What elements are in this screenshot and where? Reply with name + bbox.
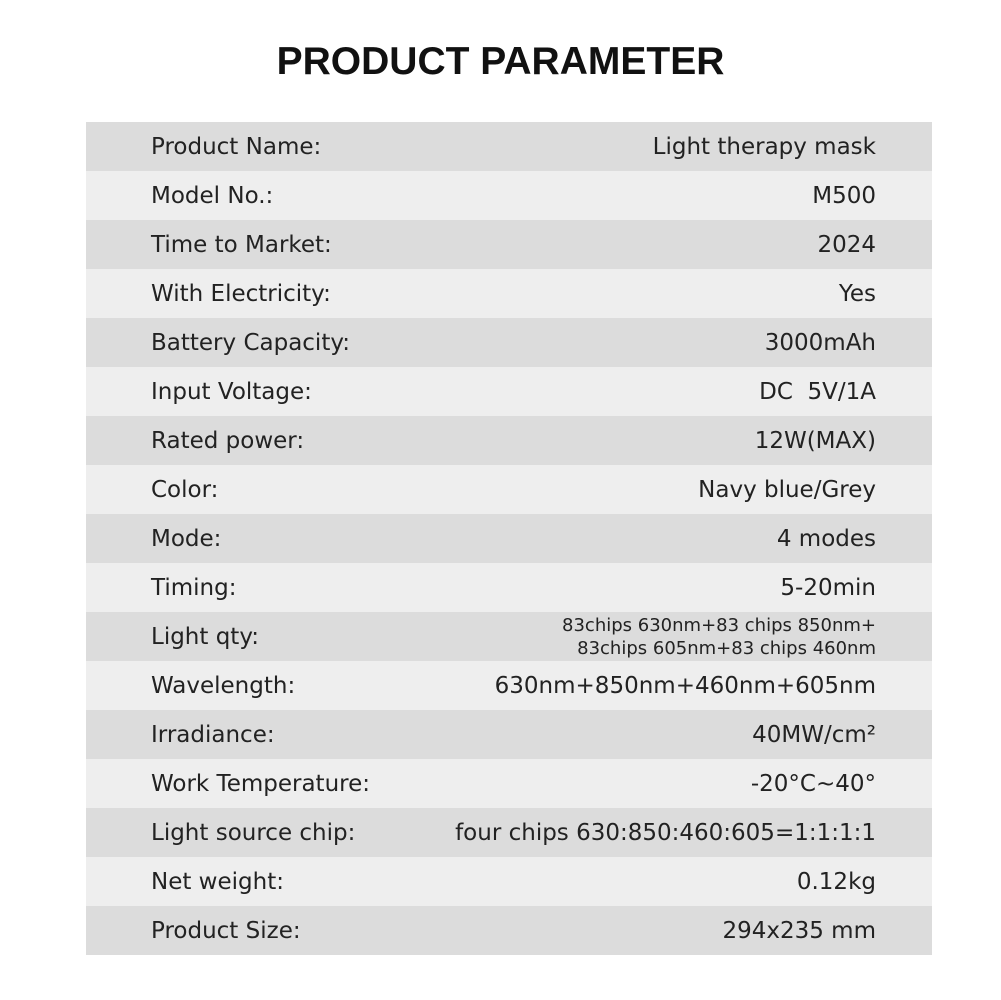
table-row-net-weight	[86, 857, 932, 906]
table-row-time-to-market	[86, 220, 932, 269]
table-row-with-electricity	[86, 269, 932, 318]
row-value: -20°C~40°	[750, 770, 876, 797]
parameter-table	[86, 122, 932, 955]
table-row-mode	[86, 514, 932, 563]
table-row-battery-capacity	[86, 318, 932, 367]
row-value: 0.12kg	[796, 868, 876, 895]
row-label: Wavelength:	[151, 672, 296, 699]
table-row-model-no	[86, 171, 932, 220]
table-row-input-voltage	[86, 367, 932, 416]
table-row-irradiance	[86, 710, 932, 759]
row-label: Mode:	[151, 525, 222, 552]
row-value: 630nm+850nm+460nm+605nm	[494, 672, 876, 699]
row-label: Irradiance:	[151, 721, 275, 748]
row-value: Yes	[838, 280, 876, 307]
table-row-timing	[86, 563, 932, 612]
row-label: Battery Capacity:	[151, 329, 351, 356]
table-row-product-size	[86, 906, 932, 955]
row-label: Rated power:	[151, 427, 305, 454]
row-label: Time to Market:	[151, 231, 332, 258]
row-value: 294x235 mm	[722, 917, 876, 944]
row-value: M500	[812, 182, 876, 209]
row-label: Product Name:	[151, 133, 322, 160]
page-title: PRODUCT PARAMETER	[276, 40, 725, 83]
table-row-light-qty	[86, 612, 932, 661]
table-row-wavelength	[86, 661, 932, 710]
table-row-product-name	[86, 122, 932, 171]
table-row-work-temperature	[86, 759, 932, 808]
row-value: 40MW/cm²	[752, 721, 876, 748]
row-value: Light therapy mask	[652, 133, 876, 160]
row-value: 4 modes	[776, 525, 876, 552]
row-value: 2024	[817, 231, 876, 258]
row-label: Input Voltage:	[151, 378, 312, 405]
row-value: Navy blue/Grey	[698, 476, 876, 503]
table-row-light-source-chip	[86, 808, 932, 857]
row-value: four chips 630:850:460:605=1:1:1:1	[455, 819, 876, 846]
row-label: Timing:	[151, 574, 237, 601]
row-value: 12W(MAX)	[754, 427, 876, 454]
row-value: 83chips 630nm+83 chips 850nm+ 83chips 605nm+83 chips 460nm	[562, 614, 876, 659]
row-value: 5-20min	[780, 574, 876, 601]
row-label: Model No.:	[151, 182, 274, 209]
row-label: Net weight:	[151, 868, 284, 895]
row-label: Product Size:	[151, 917, 301, 944]
row-label: With Electricity:	[151, 280, 331, 307]
row-value: DC 5V/1A	[759, 378, 876, 405]
row-label: Work Temperature:	[151, 770, 370, 797]
row-label: Color:	[151, 476, 219, 503]
row-label: Light source chip:	[151, 819, 356, 846]
table-row-rated-power	[86, 416, 932, 465]
row-label: Light qty:	[151, 623, 260, 650]
table-row-color	[86, 465, 932, 514]
row-value: 3000mAh	[764, 329, 876, 356]
